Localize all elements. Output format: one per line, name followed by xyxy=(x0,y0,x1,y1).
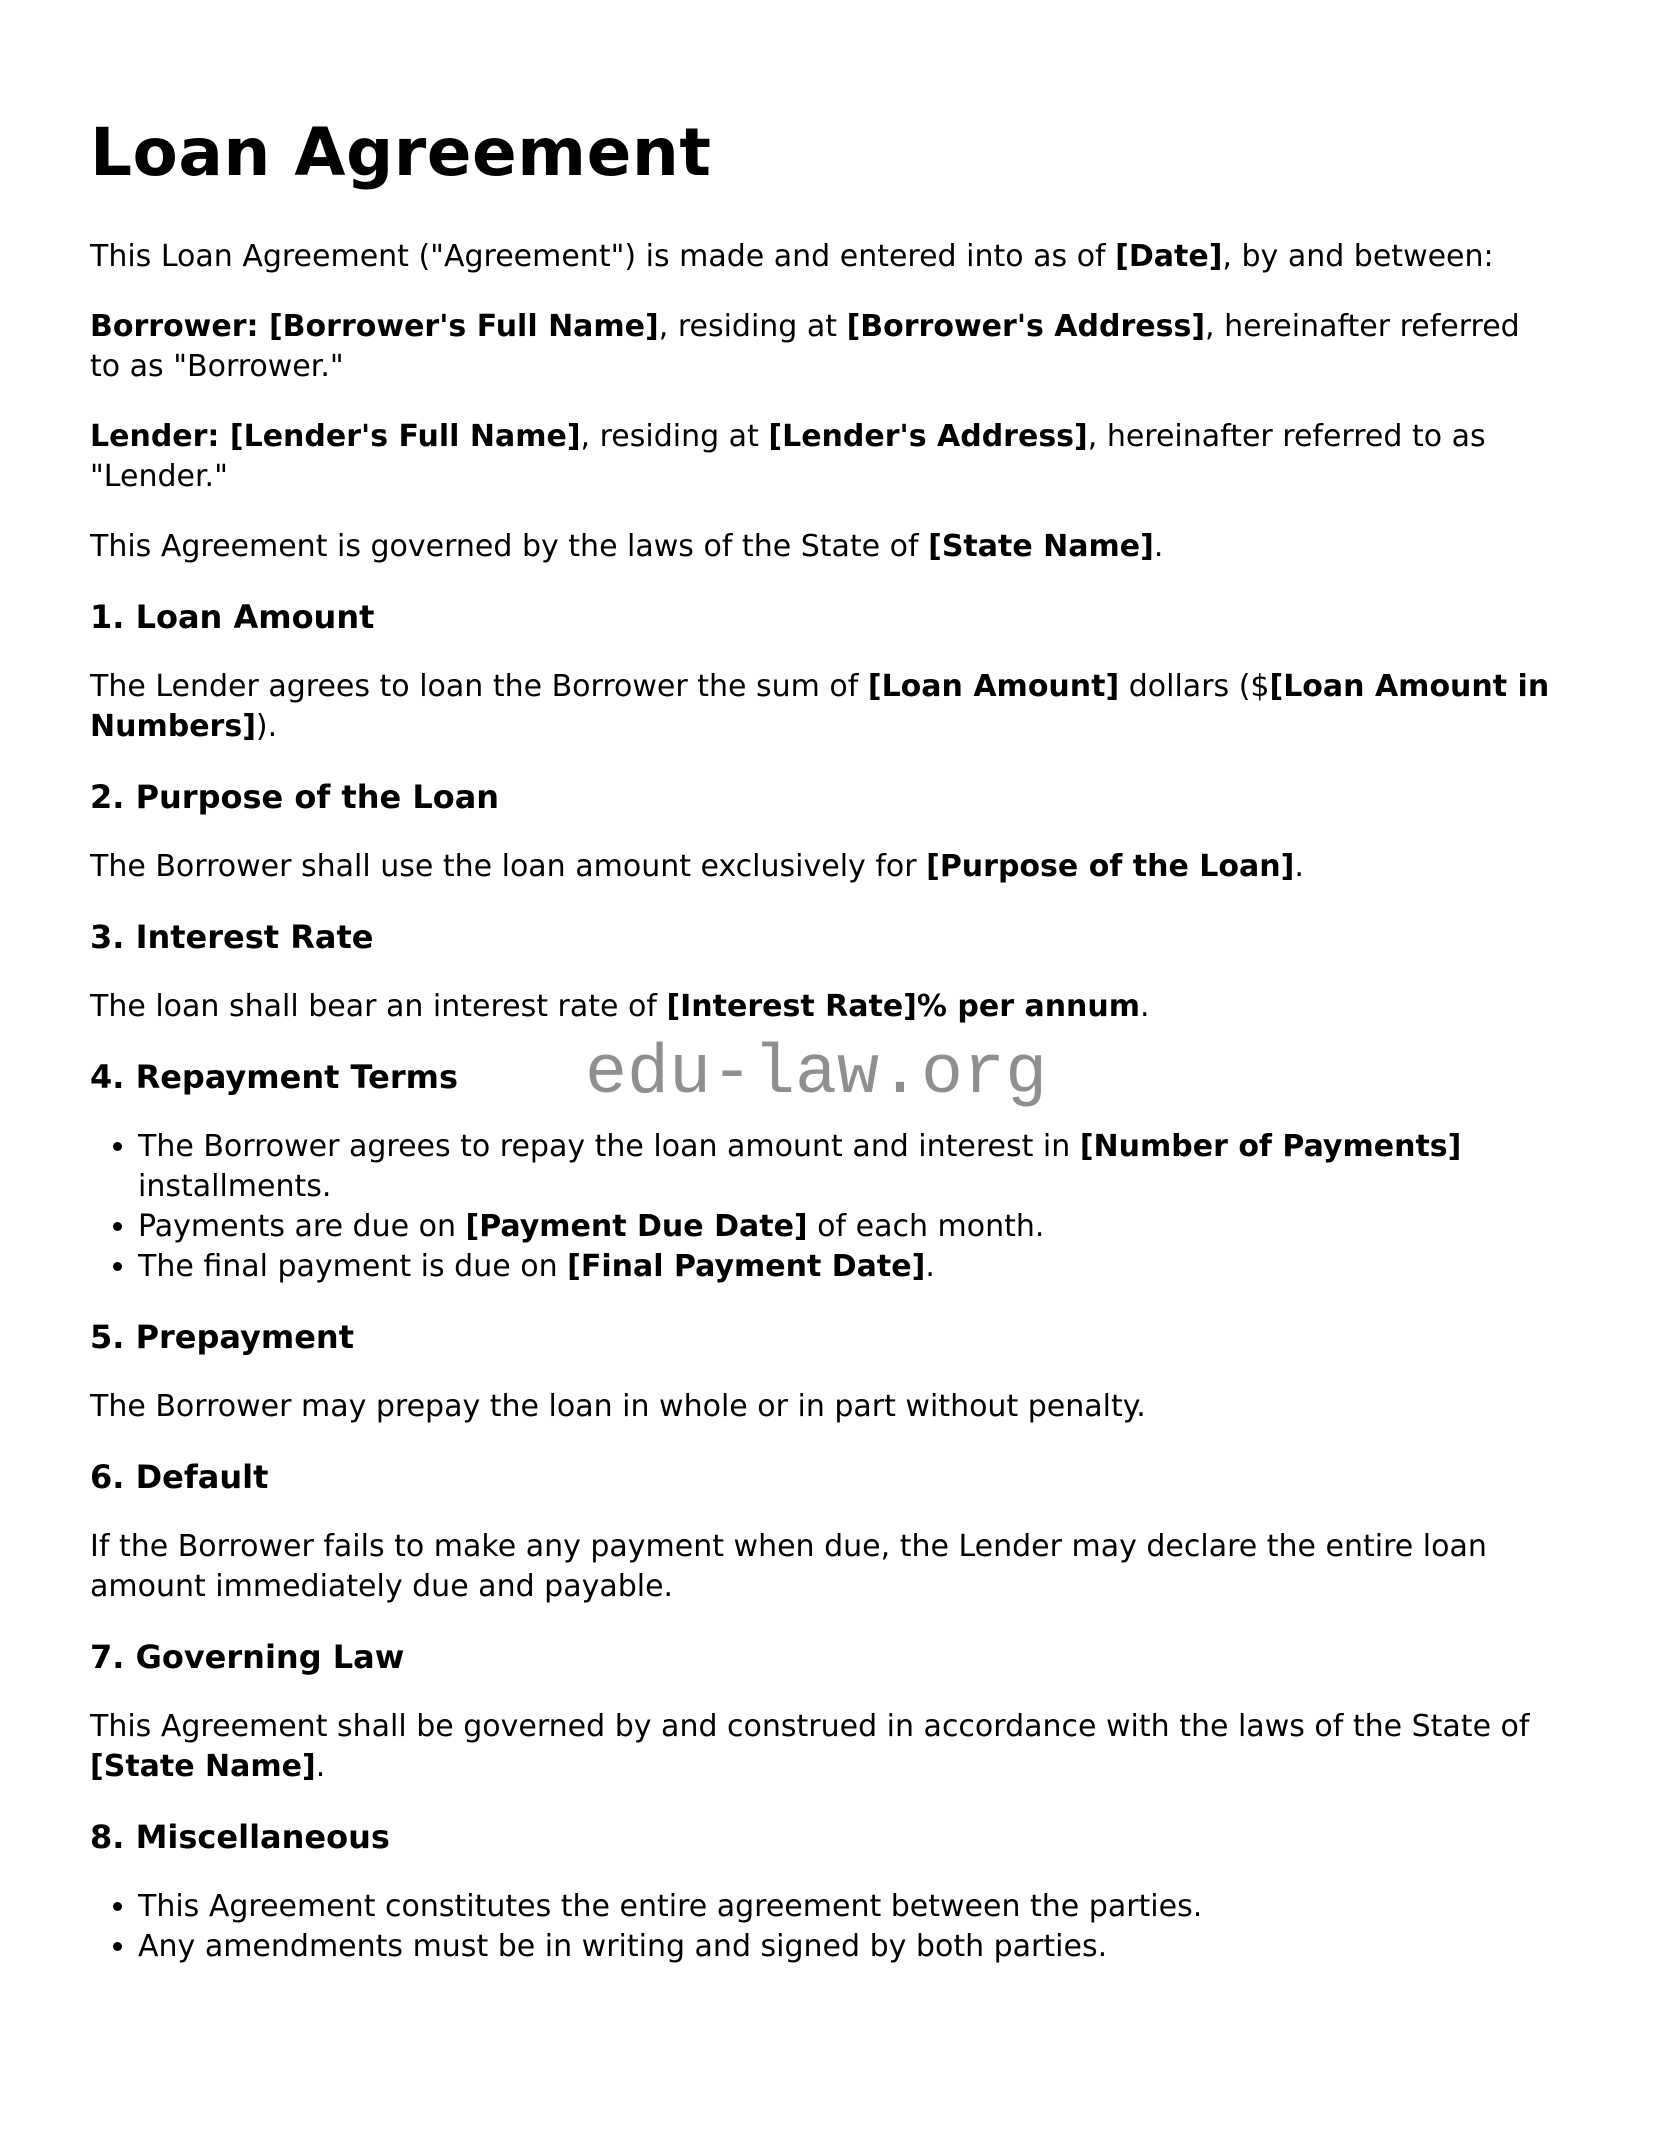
section-default xyxy=(90,1457,1554,1607)
section-repayment-terms-heading: 4. Repayment Terms xyxy=(90,1058,458,1096)
section-prepayment xyxy=(90,1317,1554,1427)
section-prepayment-paragraph: The Borrower may prepay the loan in whole or in part without penalty. xyxy=(90,1389,1146,1424)
section-purpose-paragraph: The Borrower shall use the loan amount exclusively for [Purpose of the Loan]. xyxy=(90,849,1304,884)
section-interest-rate xyxy=(90,917,1554,1027)
document-title: Loan Agreement xyxy=(90,114,712,191)
paragraph-lender: Lender: [Lender's Full Name], residing at [Lender's Address], hereinafter referred to as "Lender." xyxy=(90,419,1486,494)
section-interest-rate-paragraph: The loan shall bear an interest rate of [Interest Rate]% per annum. xyxy=(90,989,1150,1024)
section-interest-rate-heading: 3. Interest Rate xyxy=(90,918,374,956)
paragraph-governing-intro: This Agreement is governed by the laws of the State of [State Name]. xyxy=(90,529,1164,564)
section-governing-law-paragraph: This Agreement shall be governed by and construed in accordance with the laws of the State of [State Name]. xyxy=(90,1709,1530,1784)
section-default-heading: 6. Default xyxy=(90,1458,269,1496)
section-default-paragraph: If the Borrower fails to make any payment when due, the Lender may declare the entire loan amount immediately due and payable. xyxy=(90,1529,1487,1604)
section-miscellaneous-heading: 8. Miscellaneous xyxy=(90,1818,390,1856)
repayment-terms-list xyxy=(90,1127,1554,1287)
section-purpose-heading: 2. Purpose of the Loan xyxy=(90,778,500,816)
section-loan-amount-heading: 1. Loan Amount xyxy=(90,598,375,636)
section-governing-law xyxy=(90,1637,1554,1787)
paragraph-intro: This Loan Agreement ("Agreement") is made and entered into as of [Date], by and between: xyxy=(90,239,1494,274)
section-governing-law-heading: 7. Governing Law xyxy=(90,1638,405,1676)
section-miscellaneous xyxy=(90,1817,1554,1967)
paragraph-borrower: Borrower: [Borrower's Full Name], residing at [Borrower's Address], hereinafter referred to as "Borrower." xyxy=(90,309,1520,384)
list-item-amendments: • Any amendments must be in writing and signed by both parties. xyxy=(138,1927,1554,1967)
section-prepayment-heading: 5. Prepayment xyxy=(90,1318,354,1356)
section-purpose xyxy=(90,777,1554,887)
list-item-final-payment: • The final payment is due on [Final Payment Date]. xyxy=(138,1247,1554,1287)
miscellaneous-list xyxy=(90,1887,1554,1967)
list-item-due-date: • Payments are due on [Payment Due Date] of each month. xyxy=(138,1207,1554,1247)
list-item-entire-agreement: • This Agreement constitutes the entire agreement between the parties. xyxy=(138,1887,1554,1927)
section-repayment-terms xyxy=(90,1057,1554,1287)
section-loan-amount-paragraph: The Lender agrees to loan the Borrower the sum of [Loan Amount] dollars ($[Loan Amount in Numbers]). xyxy=(90,669,1550,744)
watermark: edu-law.org xyxy=(585,1035,1048,1114)
list-item-installments: • The Borrower agrees to repay the loan amount and interest in [Number of Payments] installments. xyxy=(138,1127,1554,1207)
section-loan-amount xyxy=(90,597,1554,747)
